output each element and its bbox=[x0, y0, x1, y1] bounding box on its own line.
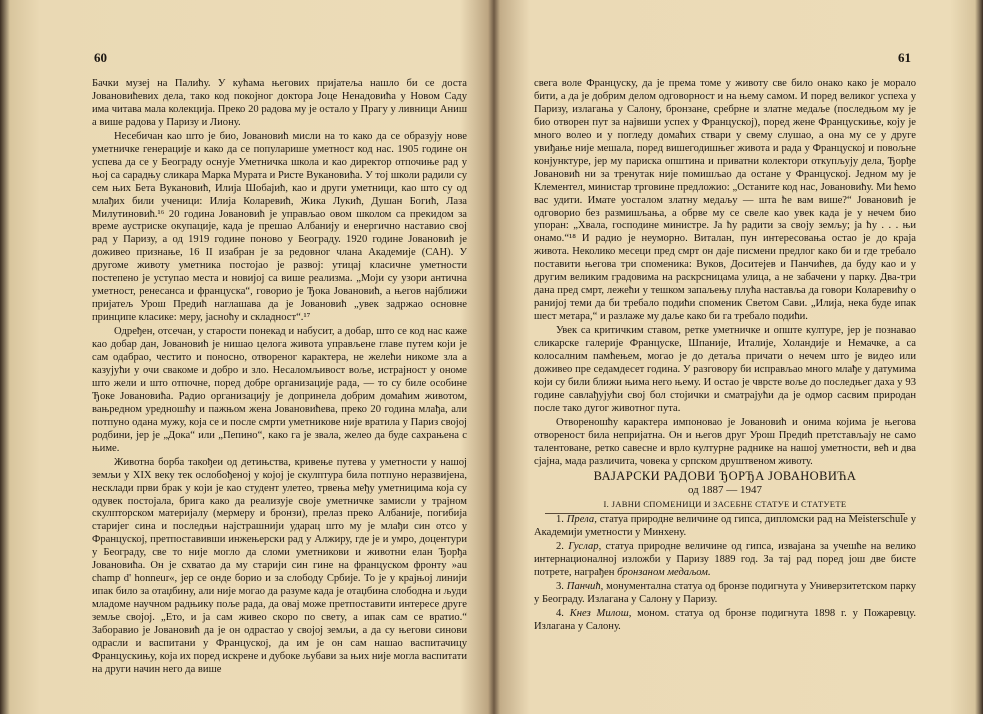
work-description: статуа природне величине од гипса, дипломски рад на Meisterschule у Академији уметности у Минхену. bbox=[534, 514, 916, 539]
paragraph: Увек са критичким ставом, ретке уметничке и опште културе, јер је познавао сликарске галерије Француске, Шпаније, Италије, Холандије и Немачке, а са колосалним памћењем, могао је до детаља причати о нечем што је видео или доживео пре седамдесет година. У разговору би исправљао много млађе у датумима који су били ближи њима него њему. И остао је чврсте воље до последњег даха у 93 године савлађујући свој бол стојички и сматрајући да је одмор сасвим природан после тако дугог животног пута. bbox=[534, 325, 916, 414]
page-number-right: 61 bbox=[898, 50, 911, 65]
paragraph: Отвореношћу карактера импоновао је Јовановић и онима којима је његова отвореност била непријатна. Он и његов друг Урош Предић претстављају не само талентоване, ретко савесне и врло културне раднике на нашој уметности, већ и два сјајна, мада различита, човека у српском друштвеном животу. bbox=[534, 416, 916, 467]
work-item bbox=[534, 514, 916, 540]
section-heading-years: од 1887 — 1947 bbox=[687, 483, 763, 496]
page-number-left: 60 bbox=[94, 50, 107, 65]
section-subheading: I. ЈАВНИ СПОМЕНИЦИ И ЗАСЕБНЕ СТАТУЕ И СТАТУЕТЕ bbox=[603, 498, 847, 509]
work-description: моном. статуа од бронзе подигнута 1898 г. у Пожаревцу. Излагана у Салону. bbox=[534, 608, 916, 633]
work-item bbox=[534, 608, 916, 634]
work-item bbox=[534, 541, 916, 580]
work-description: статуа природне величине од гипса, изваjана за учешће на велико интернационалној изложби у Паризу 1889 год. За тај рад поред још две бисте потрете, награђен bbox=[534, 541, 916, 579]
paragraph: свега воле Француску, да је према томе у животу све било онако како је морало бити, а да је добрим делом одговорност и на њему самом. И поред великог успеха у Паризу, излагања у Салону, бронзане, сребрне и златне медаље (последњом му је био отворен пут за највиши успех у Француској), поред жене Францускиње, коју је много волео и у погледу домаћих ствари у свему слушао, а она му се у друге увиђање није мешала, поред вишегодишњег живота и рада у Француској и повољне конјунктуре, јер му париска општина и приватни колектори откупљују дела, Ђорђе Јовановић ни за тренутак није помишљао да остане у Француској. Једном му је Клементел, министар трговине предложио: „Останите код нас, Јовановићу. Ми ћемо вас удити. Имате уосталом златну медаљу — шта ће вам више?“ Јовановић је одговорио без размишљања, а обрве му се свеле као увек када је у нечем био упоран: „Хвала, господине министре. Ја ћу радити за своју земљу; ја ћу . . . њи онамо.“¹⁸ И радио је неуморно. Виталан, пун интересовања остао је до краја живота. Неколико месеци пред смрт он даје писмени предлог како би и где требало поставити његова три споменика: Вуков, Доситејев и Панчићев, да буду као и у другим великим градовима на раскрсницама улица, а не забачени у парку. Два-три дана пред смрт, лежећи у тешком запаљењу плућа наставља да говори Коларевићу о ранијој теми да би требало подићи споменик Светом Сави. „Илија, нека буде ипак шест метара,“ и разлаже му даље како би га требало подићи. bbox=[534, 78, 916, 323]
section-heading: ВАЈАРСКИ РАДОВИ ЂОРЂА ЈОВАНОВИЋА bbox=[593, 468, 857, 483]
work-title: Прела, bbox=[566, 514, 597, 526]
work-number: 3. bbox=[556, 581, 564, 593]
left-page-text bbox=[92, 78, 467, 677]
work-award: бронзаном медаљом. bbox=[617, 567, 711, 579]
work-number: 1. bbox=[556, 514, 564, 526]
paragraph: Несебичан као што је био, Јовановић мисли на то како да се образују нове уметничке генерације и како да се популарише уметност код нас. 1905 године он успева да се у Београду оснује Уметничка школа и као директор отпочиње рад у њој са сарадњу сликара Марка Мурата и Ристе Вукановића. У тој школи радили су сем њих Бета Вукановић, Илија Шобајић, као и други уметници, као што су од млађих били ученици: Илија Коларевић, Жика Лукић, Душан Богић, Лаза Милутиновић.¹⁶ 20 година Јовановић је управљао овом школом са прекидом за време аустриске окупације, када је прешао Албанију и енергично наставио свој рад у Паризу, а од 1919 године поново у Београду. 1920 године Јовановић је доживео признање, 16 II изабран је за редовног члана Академије (САН). У другоме животу уметника постојао је развој: утицај класичне уметности постепено је уступао места и новијој са више реализма. „Моји су узори антична уметност, ренесанса и француска“, говорио је Ђока Јовановић, а његов најближи пријатељ Урош Предић наглашава да је Јовановић „увек задржао основне принципе класике: меру, јасноћу и складност“.¹⁷ bbox=[92, 130, 467, 324]
work-title: Панчић, bbox=[566, 581, 604, 593]
right-page-text bbox=[534, 78, 916, 634]
paragraph: Бачки музеј на Палићу. У кућама његових пријатеља нашло би се доста Јовановићевих дела, тако код покојног доктора Јоце Ненадовића у Новом Саду има читава мала колекција. Преко 20 радова му је остало у Прагу у ливници Аниш а више радова у Паризу и Лиону. bbox=[92, 78, 467, 128]
work-description: монументална статуа од бронзе подигнута у Универзитетском парку у Београду. Излагана у Салону у Паризу. bbox=[534, 581, 916, 606]
paragraph: Животна борба такођеи од детињства, кривење путева у уметности у нашој земљи у XIX веку тек ослобођеној у којој је скулптура била потпуно неразвијена, несклади први брак у који је као студент улетео, трвења међу уметницима која су одувек постојала, брига како да реализује своје уметничке замисли у трајном скулпторском материјалу (мермеру и бронзи), прелаз преко Албаније, погибија старијег сина и последњи најстрашнији ударац што му је млађи син отсо у Француској, претпоставивши инжењерски рад у Алжиру, где је и умро, доцентури у Београду, све то није могло да сломи уметникови и животни елан Ђорђа Јовановића. Он је схватао да му старији син гине на француском фронту »au champ d' honneur«, јер се онде борио и за слободу Србије. То је у крајњој линији ипак било за отаџбину, али није могао да разуме када је отаџбина слободна и људи младоме научном радњику поље рада, да овај може претпоставити интересе друге земље својој. „Ето, и ја сам живео скоро по свету, а ипак сам се вратио.“ Заборавио је Јовановић да је он одрастао у својој земљи, а да су његови синови одрасли и васпитани у Француској, да им је он сам нашао васпитачицу Францускињу, која их поред искрене и дубоке љубави за њих није могла васпитати на други начин него да више bbox=[92, 456, 467, 675]
work-number: 4. bbox=[556, 608, 564, 620]
work-number: 2. bbox=[556, 541, 564, 553]
work-title: Гуслар, bbox=[568, 541, 602, 553]
right-page bbox=[496, 0, 983, 714]
work-item bbox=[534, 581, 916, 607]
work-title: Кнез Милош, bbox=[569, 608, 632, 620]
paragraph: Одређен, отсечан, у старости понекад и набусит, а добар, што се код нас каже као добар дан, Јовановић је нишао целога живота управљене главе путем који је сам одабрао, честито и поносно, отвореног карактера, не желећи никоме зла а казујући у очи свакоме и добро и зло. Несаломљивост воље, истрајност у ономе што жели и што отпочне, поред добре организације рада, — то су биле особине Ђоке Јовановића. Радио организацију је допринела добрим домаћим животом, вањредном уредношћу и пажњом жена Јовановићева, преко 20 година млађа, али потпуно одана мужу, која се и после смрти уметникове није вратила у Париз својој родбини, јер је „Дока“ или „Пепино“, како га је звала, желео да буде сахрањена с њиме. bbox=[92, 326, 467, 454]
